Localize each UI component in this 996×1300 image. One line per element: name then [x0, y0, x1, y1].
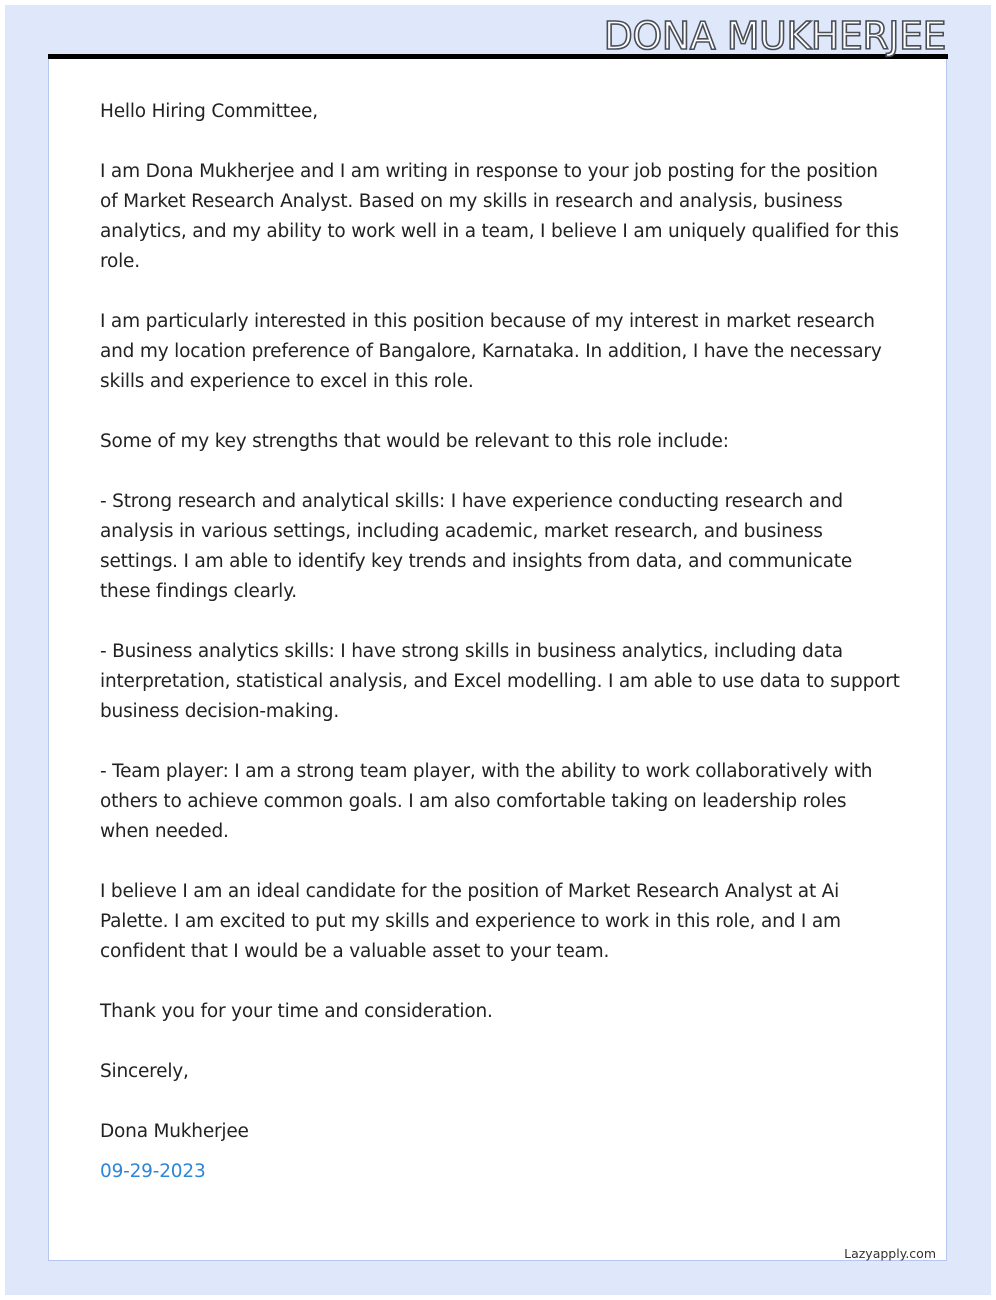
- paragraph-introduction: I am Dona Mukherjee and I am writing in response to your job posting for the position of Market Research Analyst. Based on my skills in research and analysis, business analytics, and my ability to work well in a team, I believe I am uniquely qualified for this role.: [100, 161, 899, 272]
- footer-brand: Lazyapply.com: [844, 1246, 936, 1261]
- strength-analytics: - Business analytics skills: I have strong skills in business analytics, including data interpretation, statistical analysis, and Excel modelling. I am able to use data to support business decision-making.: [100, 641, 900, 722]
- applicant-name: DONA MUKHERJEE: [603, 14, 946, 58]
- paragraph-interest: I am particularly interested in this position because of my interest in market research and my location preference of Bangalore, Karnataka. In addition, I have the necessary skills and experience to excel in this role.: [100, 311, 882, 392]
- strength-team-player: - Team player: I am a strong team player, with the ability to work collaboratively with others to achieve common goals. I am also comfortable taking on leadership roles when needed.: [100, 761, 873, 842]
- letter-body: [100, 97, 900, 1217]
- paragraph-thanks: Thank you for your time and consideration.: [100, 1001, 493, 1022]
- paragraph-conclusion: I believe I am an ideal candidate for the position of Market Research Analyst at Ai Palette. I am excited to put my skills and experience to work in this role, and I am confident that I would be a valuable asset to your team.: [100, 881, 841, 962]
- paragraph-strengths-intro: Some of my key strengths that would be relevant to this role include:: [100, 431, 729, 452]
- strength-research: - Strong research and analytical skills: I have experience conducting research and analysis in various settings, including academic, market research, and business settings. I am able to identify key trends and insights from data, and communicate these findings clearly.: [100, 491, 853, 602]
- letter-closing: Sincerely,: [100, 1061, 189, 1082]
- letter-date: 09-29-2023: [100, 1161, 206, 1182]
- letter-greeting: Hello Hiring Committee,: [100, 101, 318, 122]
- letter-signature: Dona Mukherjee: [100, 1121, 249, 1142]
